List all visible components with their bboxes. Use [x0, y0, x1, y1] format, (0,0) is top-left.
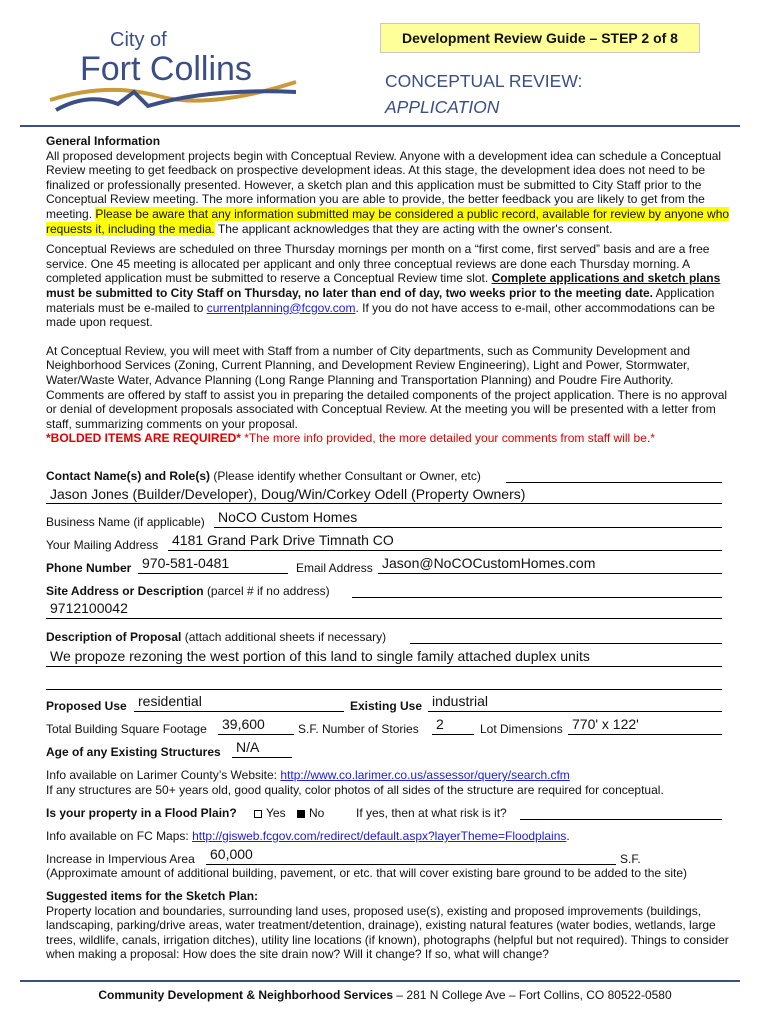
sqft-field[interactable]: 39,600: [222, 716, 265, 732]
flood-yes-checkbox[interactable]: [254, 810, 262, 818]
fc-maps-text: Info available on FC Maps:: [46, 829, 189, 843]
page-title-line2: APPLICATION: [385, 97, 500, 117]
stories-label: S.F. Number of Stories: [298, 722, 419, 736]
mailing-label: Your Mailing Address: [46, 538, 159, 552]
sketch-section: [46, 889, 730, 962]
logo-city-of: City of: [110, 29, 167, 51]
general-info-paragraph-1: [46, 149, 730, 237]
page-title: [385, 68, 582, 120]
p1-consent-text: The applicant acknowledges that they are acting with the owner's consent.: [217, 221, 613, 236]
footer-department: Community Development & Neighborhood Services: [98, 988, 394, 1002]
site-hint: (parcel # if no address): [206, 584, 330, 598]
mailing-line: [168, 550, 722, 551]
proposed-use-label: Proposed Use: [46, 699, 127, 713]
required-note-detail: *The more info provided, the more detailed your comments from staff will be.*: [244, 431, 655, 446]
existing-use-label: Existing Use: [350, 699, 423, 713]
proposal-line-3: [46, 689, 722, 690]
existing-use-field[interactable]: industrial: [432, 693, 489, 709]
required-note: [46, 431, 730, 446]
logo-fort-collins: Fort Collins: [80, 50, 252, 88]
lot-line: [568, 734, 722, 735]
business-line: [214, 527, 722, 528]
impervious-label: Increase in Impervious Area: [46, 852, 195, 866]
general-info-section: [46, 134, 730, 446]
public-record-highlight: Please be aware that any information submitted may be considered a public record, available for review by anyone who requests it, including the media.: [46, 206, 730, 236]
proposed-use-line: [134, 711, 344, 712]
flood-risk-label: If yes, then at what risk is it?: [356, 806, 507, 820]
p2-bold-underlined: Complete applications and sketch plans: [491, 271, 721, 286]
p2-accommodation-text: . If you do not have access to e-mail, other accommodations can be made upon request.: [46, 300, 715, 330]
lot-field[interactable]: 770' x 122': [572, 716, 639, 732]
contact-label-row: [46, 469, 481, 483]
larimer-row: [46, 768, 570, 782]
flood-risk-line[interactable]: [520, 819, 722, 820]
larimer-text: Info available on Larimer County’s Website:: [46, 768, 278, 782]
page-title-line1: CONCEPTUAL REVIEW:: [385, 71, 583, 91]
larimer-link[interactable]: http://www.co.larimer.co.us/assessor/query/search.cfm: [280, 768, 570, 782]
site-line-2: [46, 618, 722, 619]
p2-bold: must be submitted to City Staff on Thursday, no later than end of day, two weeks prior to the meeting date.: [46, 285, 653, 300]
proposal-line-1: [410, 643, 722, 644]
p2-email-text: Application materials must be e-mailed to: [46, 285, 715, 315]
mailing-field[interactable]: 4181 Grand Park Drive Timnath CO: [172, 532, 394, 548]
proposal-line-2: [46, 666, 722, 667]
flood-yes-label: Yes: [266, 806, 286, 820]
impervious-line: [206, 864, 616, 865]
email-line: [378, 573, 722, 574]
proposal-hint: (attach additional sheets if necessary): [184, 630, 387, 644]
general-info-paragraph-2: [46, 242, 730, 330]
business-field[interactable]: NoCO Custom Homes: [218, 509, 358, 525]
contact-line-2: [46, 503, 722, 504]
phone-field[interactable]: 970-581-0481: [142, 555, 230, 571]
flood-label: Is your property in a Flood Plain?: [46, 806, 237, 820]
impervious-unit: S.F.: [620, 852, 641, 866]
contact-field[interactable]: Jason Jones (Builder/Developer), Doug/Win/Corkey Odell (Property Owners): [50, 486, 526, 502]
lot-label: Lot Dimensions: [480, 722, 563, 736]
sqft-label: Total Building Square Footage: [46, 722, 207, 736]
city-logo: [48, 22, 298, 117]
p2-text: Conceptual Reviews are scheduled on three Thursday mornings per month on a “first come, first served” basis and are a free service. One 45 meeting is allocated per applicant and only three conceptual reviews are done each Thursday morning. A completed application must be submitted to reserve a Conceptual Review time slot.: [46, 242, 710, 286]
p1-text: All proposed development projects begin with Conceptual Review. Anyone with a development idea can schedule a Conceptual Review meeting to get feedback on prospective development ideas. At this stage, the development idea does not need to be finalized or professionally presented. However, a sketch plan and this application must be submitted to City Staff prior to the Conceptual Review meeting. The more information you are able to provide, the better feedback you are likely to get from the meeting.: [46, 148, 722, 221]
phone-line: [138, 573, 288, 574]
flood-row: [46, 806, 324, 820]
fc-maps-link[interactable]: http://gisweb.fcgov.com/redirect/default.aspx?layerTheme=Floodplains: [192, 829, 567, 843]
email-field[interactable]: Jason@NoCOCustomHomes.com: [382, 555, 596, 571]
stories-line: [432, 734, 474, 735]
site-label: Site Address or Description: [46, 584, 204, 598]
contact-label: Contact Name(s) and Role(s): [46, 469, 211, 483]
proposed-use-field[interactable]: residential: [138, 693, 202, 709]
general-info-heading: General Information: [46, 134, 161, 148]
guide-step-label: Development Review Guide – STEP 2 of 8: [380, 23, 700, 53]
general-info-paragraph-3: At Conceptual Review, you will meet with Staff from a number of City departments, such as Community Development and Neighborhood Services (Zoning, Current Planning, and Development Review Engineering), Light and Power, Stormwater, Water/Waste Water, Advance Planning (Long Range Planning and Transportation Planning) and Poudre Fire Authority. Comments are offered by staff to assist you in preparing the detailed components of the project application. There is no approval or denial of development proposals associated with Conceptual Review. At the meeting you will be presented with a letter from staff, summarizing comments on your proposal.: [46, 343, 728, 431]
site-label-row: [46, 584, 330, 598]
stories-field[interactable]: 2: [436, 716, 444, 732]
phone-label: Phone Number: [46, 561, 132, 575]
proposal-label: Description of Proposal: [46, 630, 182, 644]
age-label: Age of any Existing Structures: [46, 745, 221, 759]
contact-hint: (Please identify whether Consultant or Owner, etc): [213, 469, 481, 483]
proposal-label-row: [46, 630, 386, 644]
footer-divider: [20, 980, 740, 982]
required-note-bold: *BOLDED ITEMS ARE REQUIRED*: [46, 431, 241, 446]
fc-maps-row: Info available on FC Maps: http://gisweb.fcgov.com/redirect/default.aspx?layerTheme=Floodplains.: [46, 829, 570, 843]
flood-no-label: No: [308, 806, 325, 820]
header-divider: [20, 125, 740, 127]
email-link[interactable]: currentplanning@fcgov.com: [206, 300, 356, 315]
footer-address: – 281 N College Ave – Fort Collins, CO 80522-0580: [393, 988, 672, 1002]
impervious-note: (Approximate amount of additional building, pavement, or etc. that will cover existing bare ground to be added to the site): [46, 866, 688, 880]
sketch-heading: Suggested items for the Sketch Plan:: [46, 889, 259, 903]
age-line: [232, 757, 292, 758]
site-line-1: [352, 597, 722, 598]
contact-line-1: [506, 482, 722, 483]
age-note: If any structures are 50+ years old, good quality, color photos of all sides of the structure are required for conceptual.: [46, 783, 664, 797]
existing-use-line: [428, 711, 722, 712]
proposal-field[interactable]: We propoze rezoning the west portion of this land to single family attached duplex units: [50, 648, 590, 664]
flood-no-checkbox[interactable]: [297, 810, 305, 818]
footer: [0, 986, 770, 1004]
business-label: Business Name (if applicable): [46, 515, 205, 529]
sketch-text: Property location and boundaries, surrounding land uses, proposed use(s), existing and proposed improvements (buildings, landscaping, parking/drive areas, water treatment/detention, drainage), existing natural features (water bodies, wetlands, large trees, wildlife, canals, irrigation ditches), utility line locations (if known), photographs (helpful but not required). Things to consider when making a proposal: How does the site drain now? Will it change? If so, what will change?: [46, 903, 729, 962]
email-label: Email Address: [296, 561, 373, 575]
impervious-field[interactable]: 60,000: [210, 846, 253, 862]
site-field[interactable]: 9712100042: [50, 600, 128, 616]
sqft-line: [218, 734, 294, 735]
age-field[interactable]: N/A: [236, 739, 260, 755]
